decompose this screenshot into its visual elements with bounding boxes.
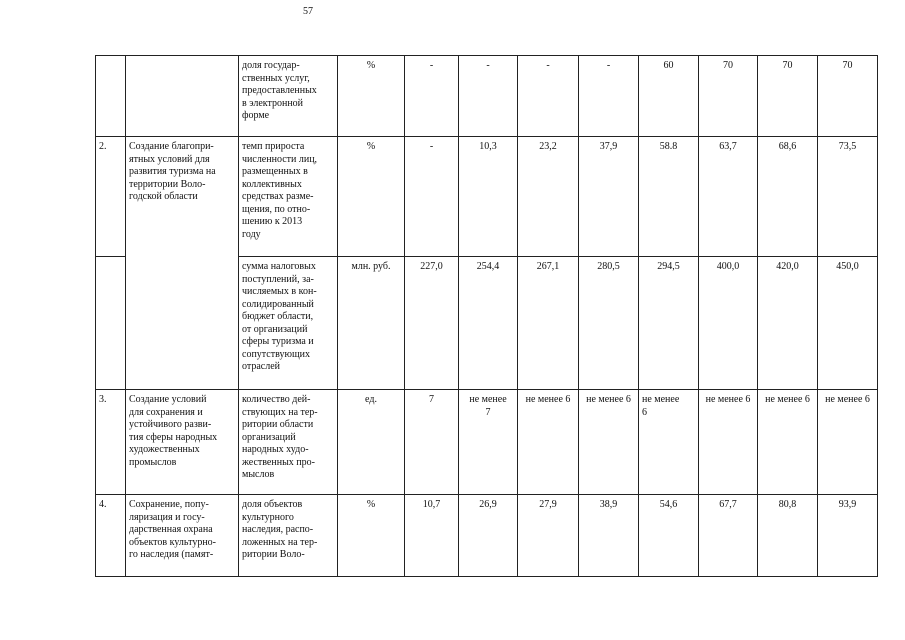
value-cell: 54,6 [639,495,699,577]
row-number: 3. [96,390,126,495]
row-number: 2. [96,137,126,257]
row-number [96,56,126,137]
value-cell: 70 [818,56,878,137]
value-cell: 37,9 [579,137,639,257]
value-cell: не менее 6 [579,390,639,495]
indicator-name: доля государ- ственных услуг, предоставленных в электронной форме [239,56,338,137]
value-cell: - [579,56,639,137]
value-cell: 400,0 [699,257,758,390]
value-cell: 26,9 [459,495,518,577]
task-name: Сохранение, попу- ляризация и госу- дарственная охрана объектов культурно- го наследия (памят- [126,495,239,577]
value-cell: 68,6 [758,137,818,257]
value-cell: 254,4 [459,257,518,390]
unit-cell: % [338,56,405,137]
unit-cell: млн. руб. [338,257,405,390]
table-row [96,390,878,495]
table-row [96,495,878,577]
table-row [96,137,878,257]
value-cell: - [405,137,459,257]
unit-cell: % [338,495,405,577]
task-name: Создание условий для сохранения и устойчивого разви- тия сферы народных художественных промыслов [126,390,239,495]
value-cell: не менее 6 [699,390,758,495]
value-cell: не менее 6 [518,390,579,495]
value-cell: - [459,56,518,137]
value-cell: 294,5 [639,257,699,390]
value-cell: 60 [639,56,699,137]
value-cell: 58.8 [639,137,699,257]
value-cell: 70 [758,56,818,137]
unit-cell: % [338,137,405,257]
value-cell: не менее 6 [758,390,818,495]
indicator-name: темп прироста численности лиц, размещенных в коллективных средствах разме- щения, по отно- шению к 2013 году [239,137,338,257]
value-cell: 10,3 [459,137,518,257]
value-cell: 27,9 [518,495,579,577]
value-cell: 267,1 [518,257,579,390]
value-cell: 450,0 [818,257,878,390]
value-cell: 420,0 [758,257,818,390]
unit-cell: ед. [338,390,405,495]
value-cell: 10,7 [405,495,459,577]
value-cell: 70 [699,56,758,137]
value-cell: - [518,56,579,137]
value-cell: 227,0 [405,257,459,390]
value-cell: не менее 7 [459,390,518,495]
value-cell: 73,5 [818,137,878,257]
value-cell: 93,9 [818,495,878,577]
indicator-name: сумма налоговых поступлений, за- числяемых в кон- солидированный бюджет области, от организаций сферы туризма и сопутствующих отраслей [239,257,338,390]
indicators-table [95,55,878,577]
value-cell: 23,2 [518,137,579,257]
value-cell: 280,5 [579,257,639,390]
value-cell: не менее 6 [818,390,878,495]
task-name: Создание благопри- ятных условий для развития туризма на территории Воло- годской области [126,137,239,390]
table-row [96,56,878,137]
indicator-name: количество дей- ствующих на тер- ритории области организаций народных худо- жественных про- мыслов [239,390,338,495]
value-cell: 63,7 [699,137,758,257]
value-cell: 80,8 [758,495,818,577]
row-number [96,257,126,390]
row-number: 4. [96,495,126,577]
task-name [126,56,239,137]
value-cell: не менее 6 [639,390,699,495]
value-cell: 38,9 [579,495,639,577]
indicator-name: доля объектов культурного наследия, распо- ложенных на тер- ритории Воло- [239,495,338,577]
value-cell: 67,7 [699,495,758,577]
value-cell: - [405,56,459,137]
value-cell: 7 [405,390,459,495]
page-number: 57 [303,6,313,17]
